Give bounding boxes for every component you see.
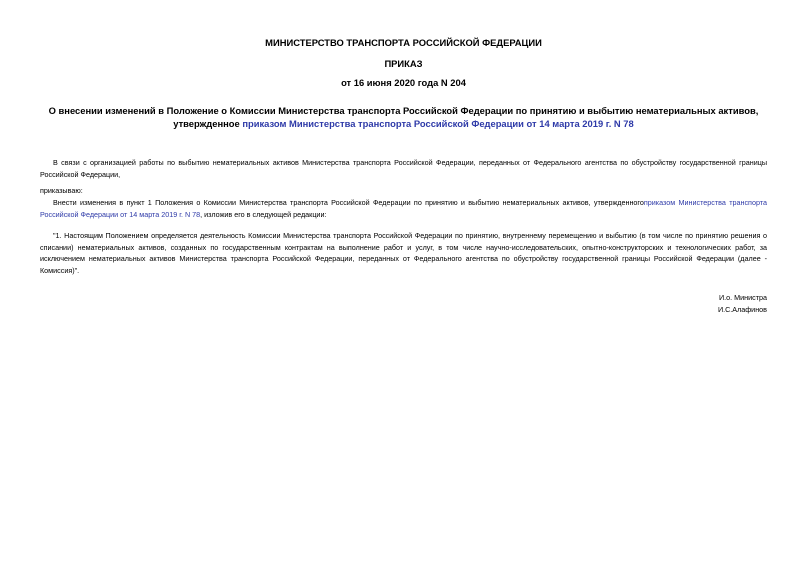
amendment-order-link[interactable]: приказом Министерства транспорта Российской Федерации от 14 марта 2019 г. N 78 [40, 198, 767, 219]
paragraph-new-wording: "1. Настоящим Положением определяется деятельность Комиссии Министерства транспорта Российской Федерации по принятию, внутреннему перемещению и выбытию (в том числе по принятию решения о списании) нематериальных активов, созданных по государственным контрактам на выполнение работ и услуг, в том числе научно-исследовательских, опытно-конструкторских и технологических работ, за исключением нематериальных активов Министерства транспорта Российской Федерации, переданных от Федерального агентства по обустройству государственной границы Российской Федерации (далее - Комиссия)". [40, 231, 767, 275]
ministry-name: МИНИСТЕРСТВО ТРАНСПОРТА РОССИЙСКОЙ ФЕДЕРАЦИИ [265, 37, 542, 48]
paragraph-reason: В связи с организацией работы по выбытию нематериальных активов Министерства транспорта Российской Федерации, переданных от Федерального агентства по обустройству государственной границы Российской Федерации, [40, 158, 767, 179]
document-type: ПРИКАЗ [384, 58, 423, 69]
paragraph-order-word: приказываю: [40, 186, 83, 195]
signature-name: И.С.Алафинов [717, 304, 767, 314]
paragraph-amendment [40, 197, 767, 220]
signature-block [560, 292, 767, 315]
amendment-text-end: , изложив его в следующей редакции: [200, 209, 327, 219]
document-date: от 16 июня 2020 года N 204 [341, 77, 466, 88]
signature-position: И.о. Министра [718, 293, 767, 302]
document-title [40, 104, 767, 130]
amendment-text: Внести изменения в пункт 1 Положения о Комиссии Министерства транспорта Российской Федерации по принятию и выбытию нематериальных активов, утвержденного [53, 198, 644, 207]
title-text: О внесении изменений в Положение о Комиссии Министерства транспорта Российской Федерации по принятию и выбытию нематериальных активов, утвержденное [48, 105, 759, 129]
title-order-link[interactable]: приказом Министерства транспорта Российской Федерации от 14 марта 2019 г. N 78 [242, 118, 634, 129]
